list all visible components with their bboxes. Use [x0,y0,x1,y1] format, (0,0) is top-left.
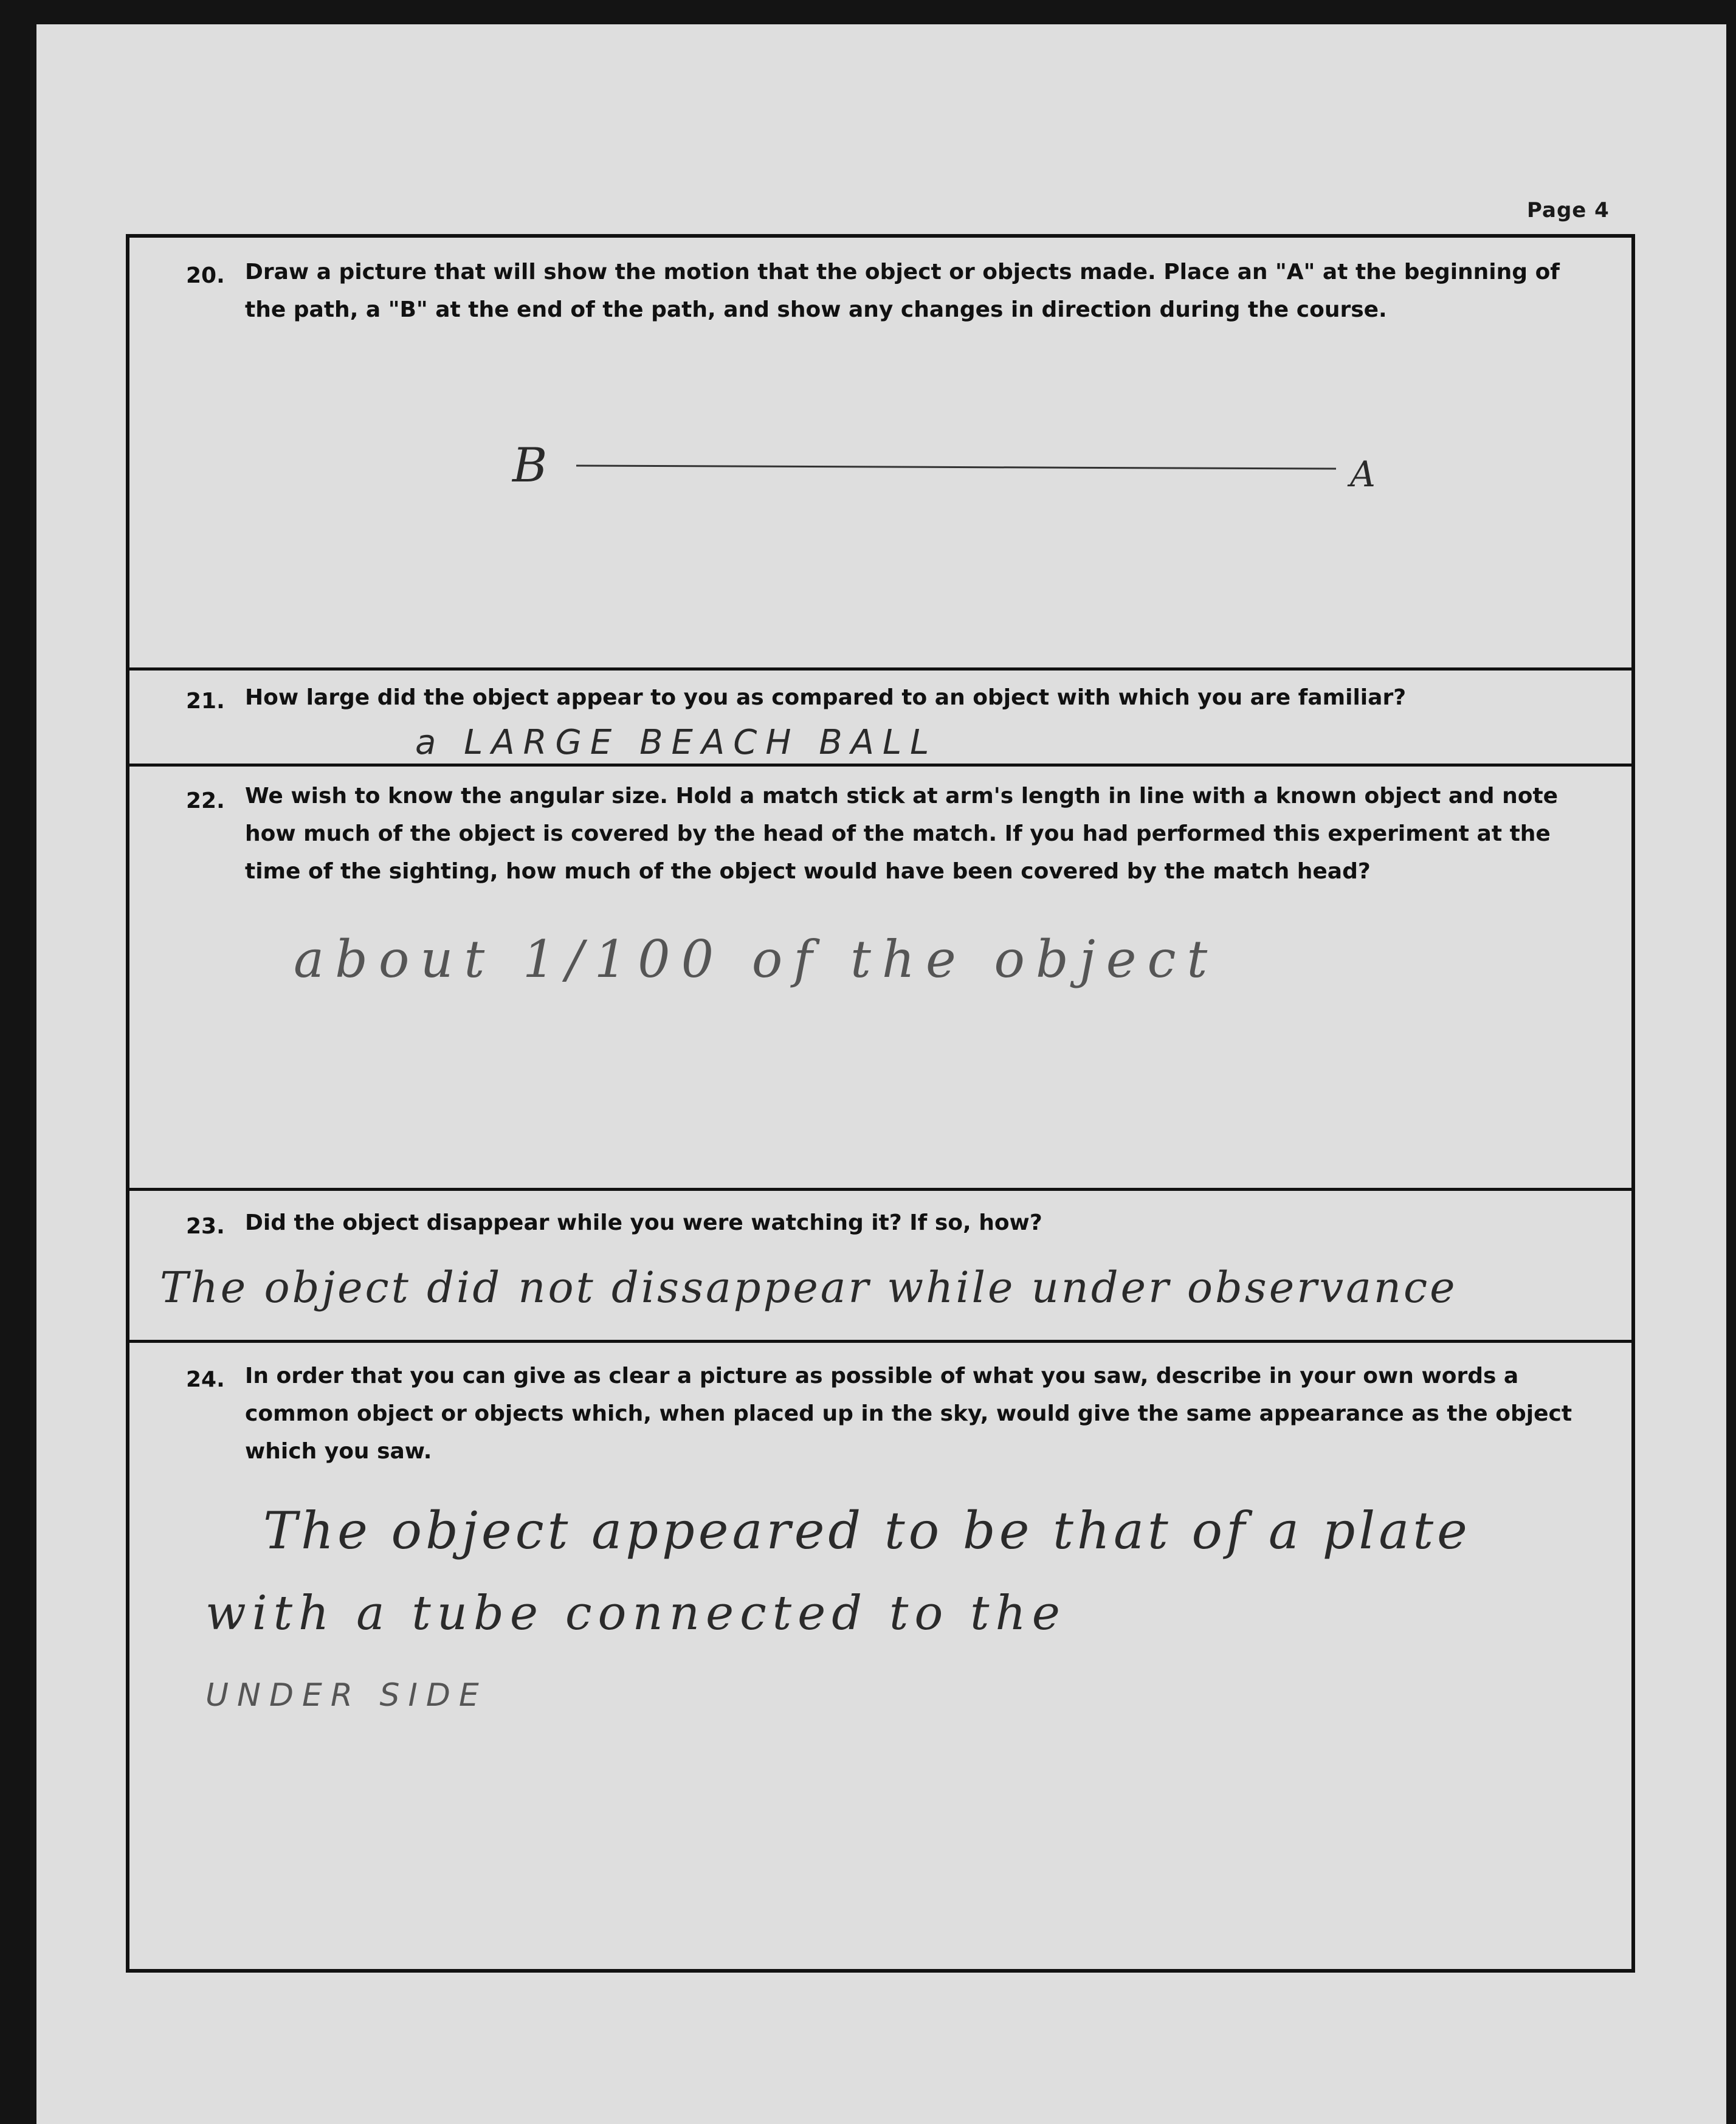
motion-path-drawing [129,238,1631,663]
question-22-number: 22. [186,788,225,813]
path-start-label: A [1350,453,1376,495]
question-20-text: Draw a picture that will show the motion that the object or objects made. Place an "A" at the beginning of the path, a "B" at the end of the path, and show any changes in direction during the course. [245,260,1560,322]
question-20-number: 20. [186,263,225,288]
question-23-answer: The object did not dissappear while under observance [160,1263,1458,1312]
question-24-number: 24. [186,1367,225,1392]
question-21-text: How large did the object appear to you as compared to an object with which you are familiar? [245,685,1407,710]
question-24-answer-line-2: with a tube connected to the [205,1586,1066,1641]
question-24-text: In order that you can give as clear a picture as possible of what you saw, describe in your own words a common object or objects which, when placed up in the sky, would give the same appearance as the object which you saw. [245,1364,1572,1464]
question-22-text: We wish to know the angular size. Hold a match stick at arm's length in line with a known object and note how much of the object is covered by the head of the match. If you had performed this experiment at the time of the sighting, how much of the object would have been covered by the match head? [245,784,1559,884]
questionnaire-frame [126,234,1635,1973]
question-22-section [129,764,1631,1188]
question-21-answer: a LARGE BEACH BALL [415,723,938,762]
page-number: Page 4 [1527,198,1610,222]
question-23-number: 23. [186,1214,225,1239]
motion-path-line [576,466,1336,469]
question-21-number: 21. [186,689,225,714]
question-24-section [129,1340,1631,1969]
question-20-section [129,238,1631,667]
question-24-answer-line-3: UNDER SIDE [205,1677,487,1714]
question-23-text: Did the object disappear while you were watching it? If so, how? [245,1210,1042,1235]
path-end-label: B [512,438,548,493]
question-21-section [129,667,1631,764]
question-24-answer-line-1: The object appeared to be that of a plate [263,1501,1471,1560]
question-22-answer: about 1/100 of the object [294,929,1219,989]
question-23-section [129,1188,1631,1340]
